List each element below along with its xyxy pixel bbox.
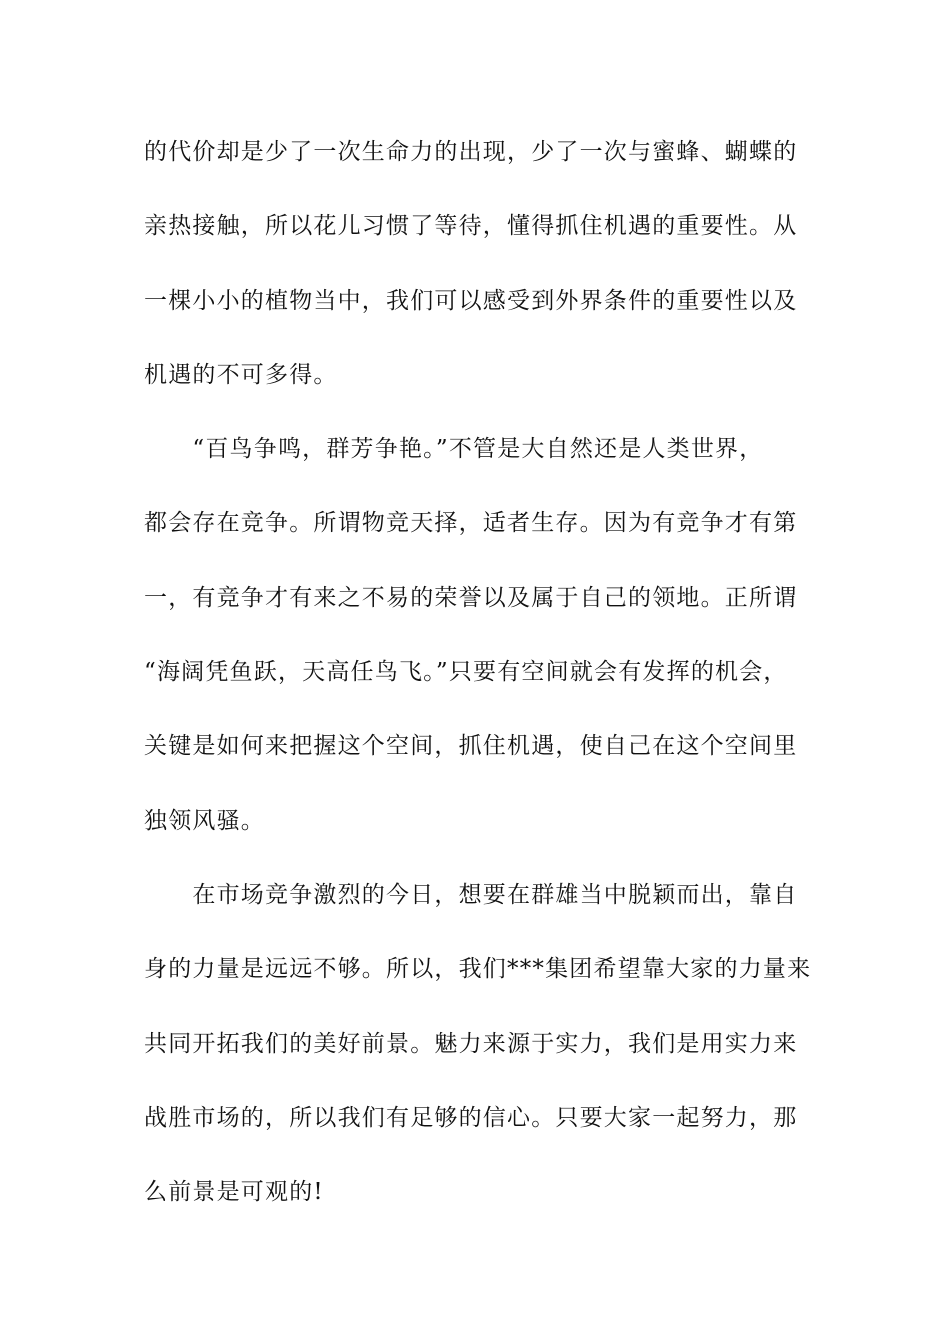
text-line: 么前景是可观的!: [144, 1179, 324, 1206]
text-line: 身的力量是远远不够。所以，我们***集团希望靠大家的力量来: [144, 956, 812, 983]
text-line: 关键是如何来把握这个空间，抓住机遇，使自己在这个空间里: [144, 733, 798, 760]
text-line: “海阔凭鱼跃，天高任鸟飞。”只要有空间就会有发挥的机会，: [144, 659, 788, 686]
text-line: 独领风骚。: [144, 807, 265, 834]
text-line: 亲热接触，所以花儿习惯了等待，懂得抓住机遇的重要性。从: [144, 213, 798, 240]
text-line: 共同开拓我们的美好前景。魅力来源于实力，我们是用实力来: [144, 1030, 798, 1057]
text-line: 的代价却是少了一次生命力的出现，少了一次与蜜蜂、蝴蝶的: [144, 139, 798, 165]
text-line: 一，有竞争才有来之不易的荣誉以及属于自己的领地。正所谓: [144, 584, 798, 611]
text-line: 战胜市场的，所以我们有足够的信心。只要大家一起努力，那: [144, 1104, 798, 1131]
text-line: 一棵小小的植物当中，我们可以感受到外界条件的重要性以及: [144, 287, 798, 314]
text-line: 都会存在竞争。所谓物竞天择，适者生存。因为有竞争才有第: [144, 510, 798, 537]
text-line: 在市场竞争激烈的今日，想要在群雄当中脱颖而出，靠自: [144, 881, 798, 908]
text-line: “百鸟争鸣，群芳争艳。”不管是大自然还是人类世界，: [144, 436, 764, 463]
text-line: 机遇的不可多得。: [144, 361, 338, 388]
document-body: [144, 128, 824, 1242]
